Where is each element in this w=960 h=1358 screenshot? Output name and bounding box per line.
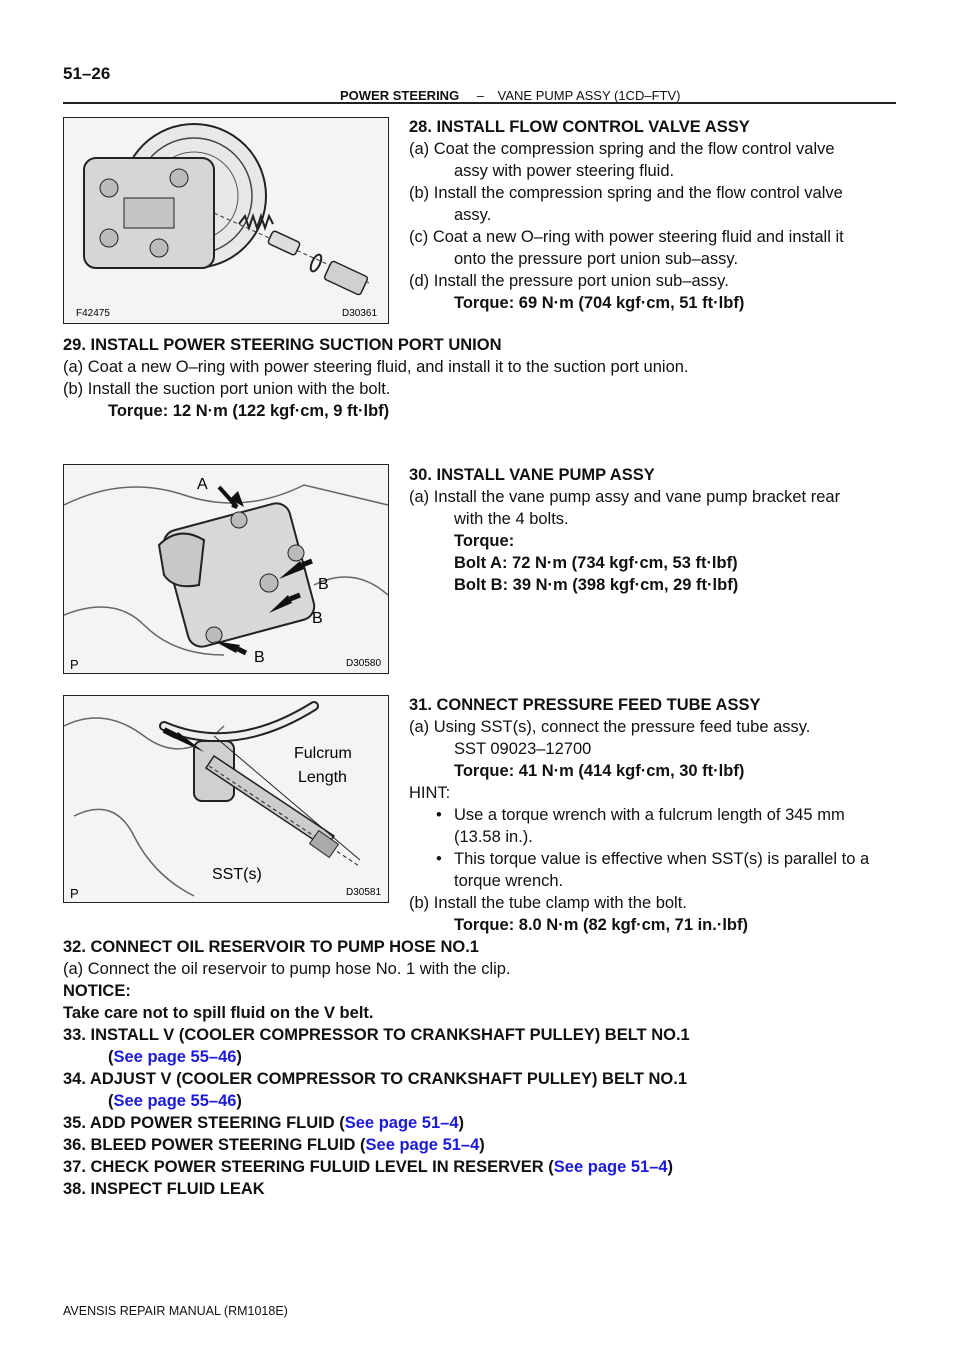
label-bolt-b-3: B bbox=[254, 649, 265, 666]
step-34-open-paren: ( bbox=[108, 1092, 114, 1110]
step-36-title: 36. BLEED POWER STEERING FLUID ( bbox=[63, 1136, 366, 1154]
step-34-ref bbox=[108, 1090, 242, 1112]
step-28b-line2: assy. bbox=[454, 206, 492, 224]
step-31-bullet-2-line2: torque wrench. bbox=[454, 872, 564, 890]
step-31b-torque: Torque: 8.0 N·m (82 kgf·cm, 71 in.·lbf) bbox=[454, 916, 748, 934]
label-bolt-a: A bbox=[197, 476, 208, 493]
step-37-close-paren: ) bbox=[667, 1158, 674, 1176]
header-section: POWER STEERING bbox=[340, 88, 460, 103]
step-35-link[interactable]: See page 51–4 bbox=[344, 1114, 459, 1132]
step-30-bolt-b-torque: Bolt B: 39 N·m (398 kgf·cm, 29 ft·lbf) bbox=[454, 576, 739, 594]
step-37-link[interactable]: See page 51–4 bbox=[553, 1158, 668, 1176]
step-31-bullet-1-line1: Use a torque wrench with a fulcrum length of 345 mm bbox=[454, 806, 845, 824]
flow-control-valve-illustration bbox=[64, 118, 388, 323]
step-29-title: 29. INSTALL POWER STEERING SUCTION PORT UNION bbox=[63, 336, 502, 354]
step-32-title: 32. CONNECT OIL RESERVOIR TO PUMP HOSE NO.1 bbox=[63, 938, 479, 956]
fig3-code: D30581 bbox=[346, 887, 382, 898]
bullet-2-mark: • bbox=[436, 850, 442, 868]
step-33-close-paren: ) bbox=[236, 1048, 242, 1066]
figure-vane-pump bbox=[63, 464, 389, 674]
step-31-title: 31. CONNECT PRESSURE FEED TUBE ASSY bbox=[409, 696, 761, 714]
notice-label: NOTICE: bbox=[63, 982, 131, 1000]
step-28a-line1: (a) Coat the compression spring and the flow control valve bbox=[409, 140, 835, 158]
step-36-link[interactable]: See page 51–4 bbox=[365, 1136, 480, 1154]
step-28d-line1: (d) Install the pressure port union sub–assy. bbox=[409, 272, 729, 290]
figure-flow-control-valve bbox=[63, 117, 389, 324]
step-28a-line2: assy with power steering fluid. bbox=[454, 162, 675, 180]
step-34-link[interactable]: See page 55–46 bbox=[113, 1092, 237, 1110]
step-28-title: 28. INSTALL FLOW CONTROL VALVE ASSY bbox=[409, 118, 750, 136]
step-29a: (a) Coat a new O–ring with power steering fluid, and install it to the suction port union. bbox=[63, 358, 689, 376]
figure-pressure-feed-tube bbox=[63, 695, 389, 903]
step-33-ref bbox=[108, 1046, 242, 1068]
step-31-bullet-1-line2: (13.58 in.). bbox=[454, 828, 533, 846]
header-subsection: VANE PUMP ASSY (1CD–FTV) bbox=[497, 88, 681, 103]
step-29b: (b) Install the suction port union with the bolt. bbox=[63, 380, 391, 398]
page-number: 51–26 bbox=[63, 64, 111, 83]
step-35-title: 35. ADD POWER STEERING FLUID ( bbox=[63, 1114, 345, 1132]
step-33-link[interactable]: See page 55–46 bbox=[113, 1048, 237, 1066]
header-rule bbox=[63, 102, 896, 104]
fig2-code: D30580 bbox=[346, 658, 382, 669]
step-28c-line2: onto the pressure port union sub–assy. bbox=[454, 250, 739, 268]
label-bolt-b-1: B bbox=[318, 576, 329, 593]
label-length: Length bbox=[298, 769, 347, 786]
vane-pump-illustration bbox=[64, 465, 388, 673]
step-30a-line1: (a) Install the vane pump assy and vane pump bracket rear bbox=[409, 488, 841, 506]
step-31-torque: Torque: 41 N·m (414 kgf·cm, 30 ft·lbf) bbox=[454, 762, 745, 780]
step-33-open-paren: ( bbox=[108, 1048, 114, 1066]
fig1-right-code: D30361 bbox=[342, 308, 378, 319]
step-29-torque: Torque: 12 N·m (122 kgf·cm, 9 ft·lbf) bbox=[108, 402, 390, 420]
step-31b: (b) Install the tube clamp with the bolt. bbox=[409, 894, 687, 912]
step-38-title: 38. INSPECT FLUID LEAK bbox=[63, 1180, 265, 1198]
step-28-torque: Torque: 69 N·m (704 kgf·cm, 51 ft·lbf) bbox=[454, 294, 745, 312]
step-34-title: 34. ADJUST V (COOLER COMPRESSOR TO CRANKSHAFT PULLEY) BELT NO.1 bbox=[63, 1070, 687, 1088]
bullet-1-mark: • bbox=[436, 806, 442, 824]
step-36-close-paren: ) bbox=[479, 1136, 485, 1154]
step-28c-line1: (c) Coat a new O–ring with power steering fluid and install it bbox=[409, 228, 844, 246]
step-31-sst: SST 09023–12700 bbox=[454, 740, 592, 758]
step-36 bbox=[63, 1134, 485, 1156]
step-30-title: 30. INSTALL VANE PUMP ASSY bbox=[409, 466, 655, 484]
step-30a-line2: with the 4 bolts. bbox=[454, 510, 569, 528]
label-sst: SST(s) bbox=[212, 866, 262, 883]
notice-text: Take care not to spill fluid on the V belt. bbox=[63, 1004, 374, 1022]
fig2-corner-mark: P bbox=[70, 657, 79, 672]
step-35-close-paren: ) bbox=[458, 1114, 464, 1132]
step-30-torque-label: Torque: bbox=[454, 532, 515, 550]
fig3-corner-mark: P bbox=[70, 886, 79, 901]
step-33-title: 33. INSTALL V (COOLER COMPRESSOR TO CRANKSHAFT PULLEY) BELT NO.1 bbox=[63, 1026, 690, 1044]
label-bolt-b-2: B bbox=[312, 610, 323, 627]
step-34-close-paren: ) bbox=[236, 1092, 242, 1110]
pressure-feed-tube-illustration bbox=[64, 696, 388, 902]
step-28b-line1: (b) Install the compression spring and the flow control valve bbox=[409, 184, 843, 202]
step-37-title: 37. CHECK POWER STEERING FULUID LEVEL IN RESERVER ( bbox=[63, 1158, 554, 1176]
step-31-bullet-2-line1: This torque value is effective when SST(s) is parallel to a bbox=[454, 850, 870, 868]
step-30-bolt-a-torque: Bolt A: 72 N·m (734 kgf·cm, 53 ft·lbf) bbox=[454, 554, 738, 572]
header-separator: – bbox=[476, 88, 485, 103]
footer-manual-title: AVENSIS REPAIR MANUAL (RM1018E) bbox=[63, 1304, 288, 1318]
step-31a: (a) Using SST(s), connect the pressure feed tube assy. bbox=[409, 718, 811, 736]
running-header bbox=[340, 88, 680, 103]
step-37 bbox=[63, 1156, 673, 1178]
step-31-hint: HINT: bbox=[409, 784, 451, 802]
label-fulcrum: Fulcrum bbox=[294, 745, 352, 762]
fig1-left-code: F42475 bbox=[76, 308, 110, 319]
step-35 bbox=[63, 1112, 464, 1134]
step-32a: (a) Connect the oil reservoir to pump hose No. 1 with the clip. bbox=[63, 960, 511, 978]
